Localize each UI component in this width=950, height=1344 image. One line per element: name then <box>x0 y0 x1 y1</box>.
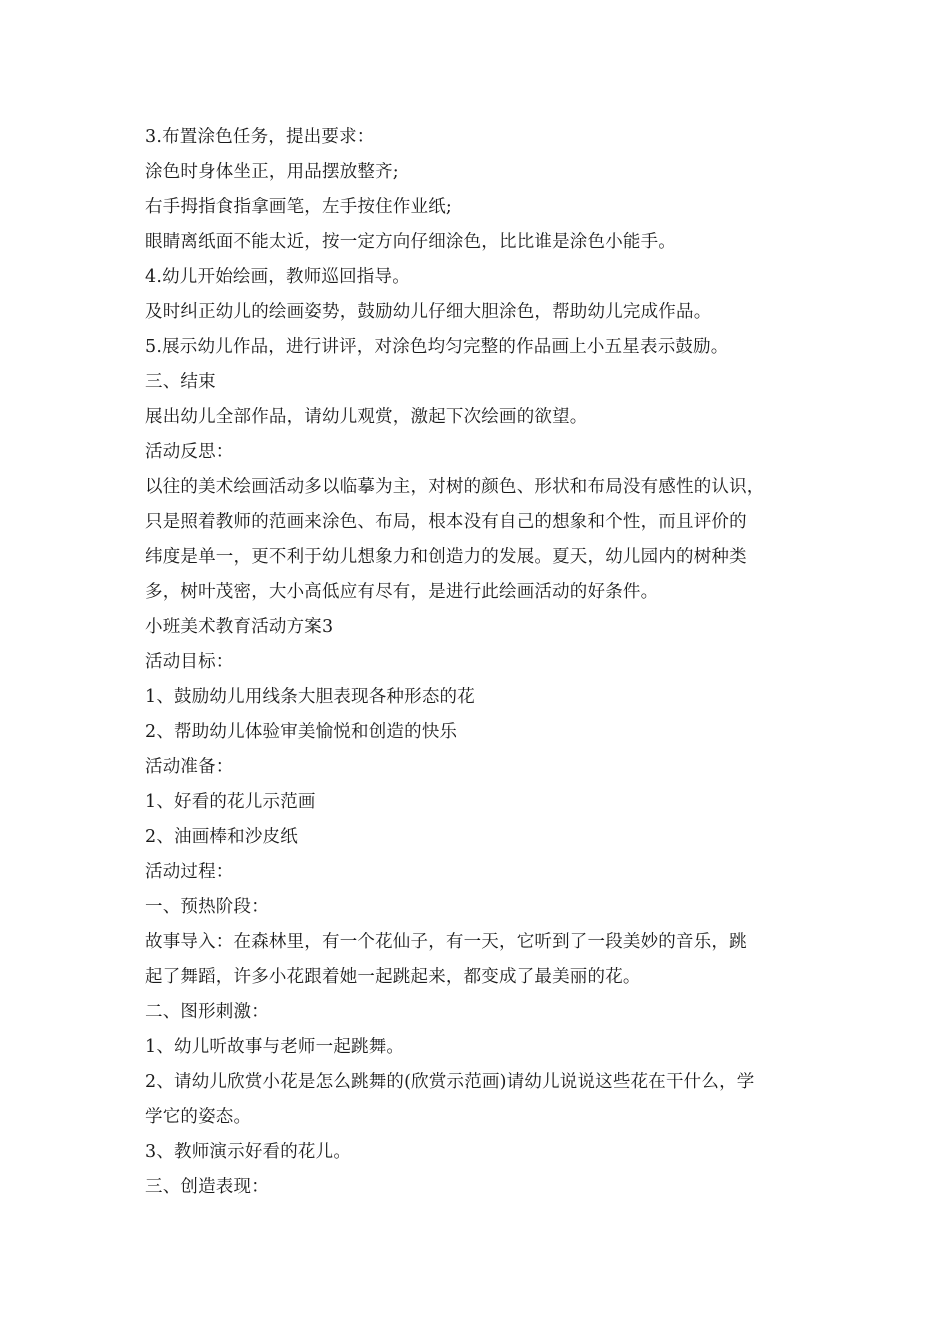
text-line: 以往的美术绘画活动多以临摹为主，对树的颜色、形状和布局没有感性的认识， <box>145 477 765 497</box>
text-line: 起了舞蹈，许多小花跟着她一起跳起来，都变成了最美丽的花。 <box>145 967 641 987</box>
text-line: 4.幼儿开始绘画，教师巡回指导。 <box>145 267 410 287</box>
section-heading: 活动目标： <box>145 652 234 672</box>
text-line: 及时纠正幼儿的绘画姿势，鼓励幼儿仔细大胆涂色，帮助幼儿完成作品。 <box>145 302 712 322</box>
text-line: 3.布置涂色任务，提出要求： <box>145 127 375 147</box>
list-item: 1、好看的花儿示范画 <box>145 792 316 812</box>
text-line: 展出幼儿全部作品，请幼儿观赏，激起下次绘画的欲望。 <box>145 407 588 427</box>
list-item: 2、帮助幼儿体验审美愉悦和创造的快乐 <box>145 722 458 742</box>
document-body <box>145 120 825 1205</box>
text-line: 纬度是单一，更不利于幼儿想象力和创造力的发展。夏天，幼儿园内的树种类 <box>145 547 747 567</box>
section-heading: 三、创造表现： <box>145 1177 269 1197</box>
document-title: 小班美术教育活动方案3 <box>145 617 334 637</box>
list-item: 2、油画棒和沙皮纸 <box>145 827 298 847</box>
text-line: 右手拇指食指拿画笔，左手按住作业纸; <box>145 197 452 217</box>
section-heading: 三、结束 <box>145 372 216 392</box>
section-heading: 二、图形刺激： <box>145 1002 269 1022</box>
list-item: 2、请幼儿欣赏小花是怎么跳舞的(欣赏示范画)请幼儿说说这些花在干什么，学 <box>145 1072 755 1092</box>
section-heading: 活动反思： <box>145 442 234 462</box>
text-line: 故事导入：在森林里，有一个花仙子，有一天，它听到了一段美妙的音乐，跳 <box>145 932 747 952</box>
text-line: 涂色时身体坐正，用品摆放整齐; <box>145 162 399 182</box>
text-line: 多，树叶茂密，大小高低应有尽有，是进行此绘画活动的好条件。 <box>145 582 659 602</box>
text-line: 眼睛离纸面不能太近，按一定方向仔细涂色，比比谁是涂色小能手。 <box>145 232 676 252</box>
section-heading: 活动准备： <box>145 757 234 777</box>
list-item: 3、教师演示好看的花儿。 <box>145 1142 352 1162</box>
list-item: 1、鼓励幼儿用线条大胆表现各种形态的花 <box>145 687 475 707</box>
text-line: 学它的姿态。 <box>145 1107 252 1127</box>
text-line: 只是照着教师的范画来涂色、布局，根本没有自己的想象和个性，而且评价的 <box>145 512 747 532</box>
list-item: 1、幼儿听故事与老师一起跳舞。 <box>145 1037 405 1057</box>
text-line: 5.展示幼儿作品，进行讲评，对涂色均匀完整的作品画上小五星表示鼓励。 <box>145 337 729 357</box>
section-heading: 活动过程： <box>145 862 234 882</box>
section-heading: 一、预热阶段： <box>145 897 269 917</box>
